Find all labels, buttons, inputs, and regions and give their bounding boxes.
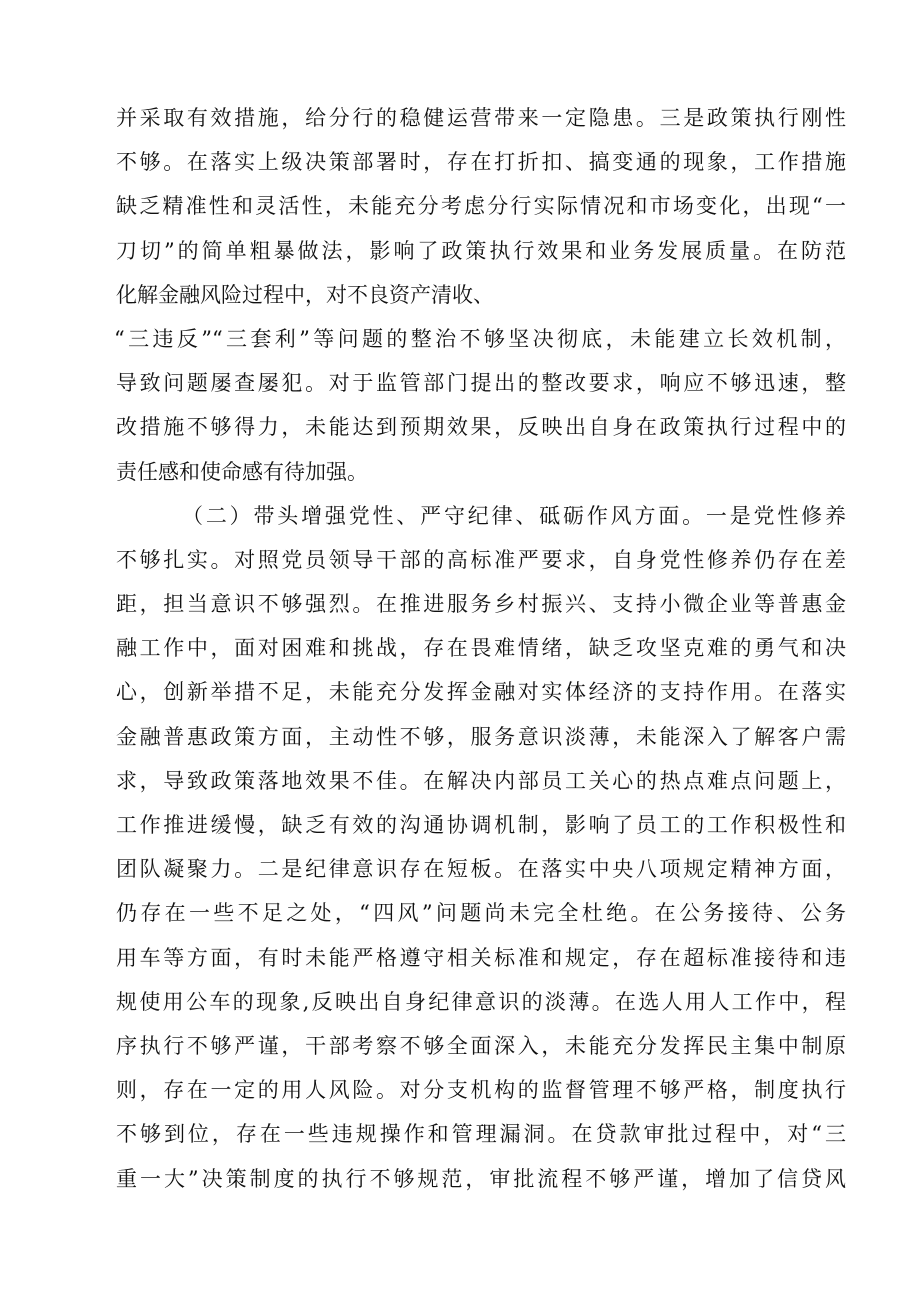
section-heading-line: （二）带头增强党性、严守纪律、砥砺作风方面。一是党性修养 [182, 503, 846, 528]
text-line-4: 刀切”的简单粗暴做法，影响了政策执行效果和业务发展质量。在防范 [116, 238, 846, 263]
text-line-3: 缺乏精准性和灵活性，未能充分考虑分行实际情况和市场变化，出现“一 [116, 194, 846, 219]
text-line-9: 责任感和使命感有待加强。 [116, 459, 368, 484]
text-line-25: 重一大”决策制度的执行不够规范，审批流程不够严谨，增加了信贷风 [116, 1166, 846, 1191]
text-line-14: 心，创新举措不足，未能充分发挥金融对实体经济的支持作用。在落实 [116, 680, 846, 705]
text-line-5: 化解金融风险过程中，对不良资产清收、 [116, 282, 494, 307]
text-line-24: 不够到位，存在一些违规操作和管理漏洞。在贷款审批过程中，对“三 [116, 1122, 846, 1147]
text-line-17: 工作推进缓慢，缺乏有效的沟通协调机制，影响了员工的工作积极性和 [116, 813, 846, 837]
text-line-22: 序执行不够严谨，干部考察不够全面深入，未能充分发挥民主集中制原 [116, 1033, 846, 1058]
text-line-7: 导致问题屡查屡犯。对于监管部门提出的整改要求，响应不够迅速，整 [116, 371, 846, 396]
text-line-21: 规使用公车的现象,反映出自身纪律意识的淡薄。在选人用人工作中，程 [116, 989, 846, 1014]
text-line-13: 融工作中，面对困难和挑战，存在畏难情绪，缺乏攻坚克难的勇气和决 [116, 636, 846, 661]
text-line-23: 则，存在一定的用人风险。对分支机构的监督管理不够严格，制度执行 [116, 1078, 846, 1103]
text-line-20: 用车等方面，有时未能严格遵守相关标准和规定，存在超标准接待和违 [116, 945, 846, 970]
text-line-15: 金融普惠政策方面，主动性不够，服务意识淡薄，未能深入了解客户需 [116, 724, 846, 749]
text-line-1: 并采取有效措施，给分行的稳健运营带来一定隐患。三是政策执行刚性 [116, 106, 846, 130]
text-line-18: 团队凝聚力。二是纪律意识存在短板。在落实中央八项规定精神方面， [116, 857, 846, 882]
text-line-11: 不够扎实。对照党员领导干部的高标准严要求，自身党性修养仍存在差 [116, 547, 846, 572]
text-line-12: 距，担当意识不够强烈。在推进服务乡村振兴、支持小微企业等普惠金 [116, 592, 846, 617]
text-line-16: 求，导致政策落地效果不佳。在解决内部员工关心的热点难点问题上， [116, 768, 846, 793]
text-line-8: 改措施不够得力，未能达到预期效果，反映出自身在政策执行过程中的 [116, 415, 846, 440]
text-line-2: 不够。在落实上级决策部署时，存在打折扣、搞变通的现象，工作措施 [116, 150, 846, 175]
document-body [116, 96, 846, 1201]
text-line-19: 仍存在一些不足之处，“四风”问题尚未完全杜绝。在公务接待、公务 [116, 901, 846, 926]
text-line-6: “三违反”“三套利”等问题的整治不够坚决彻底，未能建立长效机制， [114, 326, 846, 351]
